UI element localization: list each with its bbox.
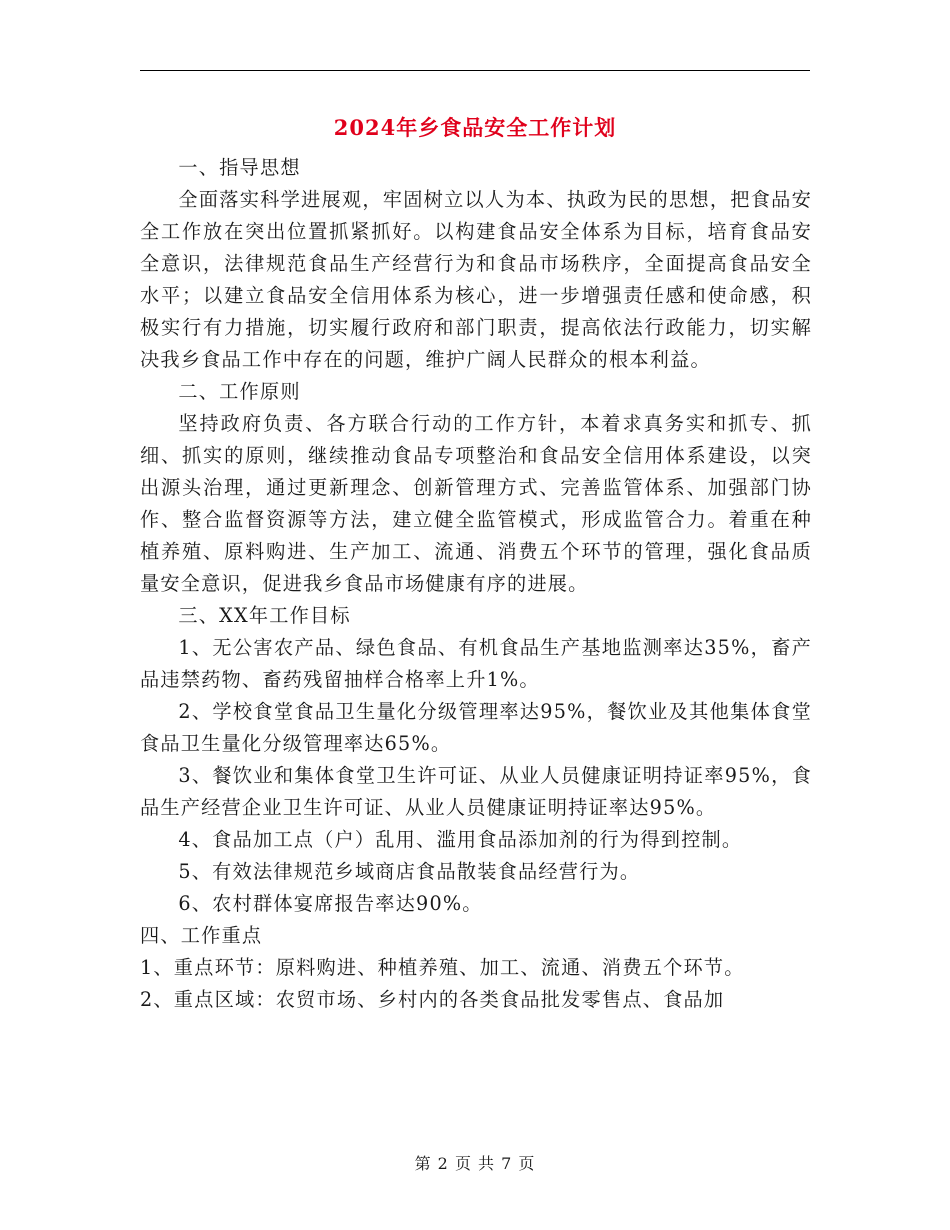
paragraph: 全面落实科学进展观，牢固树立以人为本、执政为民的思想，把食品安全工作放在突出位置抓紧抓好。以构建食品安全体系为目标，培育食品安全意识，法律规范食品生产经营行为和食品市场秩序，全面提高食品安全水平；以建立食品安全信用体系为核心，进一步增强责任感和使命感，积极实行有力措施，切实履行政府和部门职责，提高依法行政能力，切实解决我乡食品工作中存在的问题，维护广阔人民群众的根本利益。: [140, 188, 812, 371]
header-rule: [140, 70, 810, 71]
document-title: 2024年乡食品安全工作计划: [333, 115, 617, 140]
document-body: [140, 152, 812, 1016]
list-item: 1、无公害农产品、绿色食品、有机食品生产基地监测率达35%，畜产品违禁药物、畜药残留抽样合格率上升1%。: [140, 636, 812, 691]
section-heading-2: 二、工作原则: [178, 380, 301, 403]
paragraph: 坚持政府负责、各方联合行动的工作方针，本着求真务实和抓专、抓细、抓实的原则，继续推动食品专项整治和食品安全信用体系建设，以突出源头治理，通过更新理念、创新管理方式、完善监管体系、加强部门协作、整合监督资源等方法，建立健全监管模式，形成监管合力。着重在种植养殖、原料购进、生产加工、流通、消费五个环节的管理，强化食品质量安全意识，促进我乡食品市场健康有序的进展。: [140, 412, 812, 595]
list-item: 3、餐饮业和集体食堂卫生许可证、从业人员健康证明持证率95%，食品生产经营企业卫生许可证、从业人员健康证明持证率达95%。: [140, 764, 812, 819]
section-heading-3: 三、XX年工作目标: [178, 604, 351, 627]
list-item: 4、食品加工点（户）乱用、滥用食品添加剂的行为得到控制。: [178, 828, 743, 851]
section-heading-4: 四、工作重点: [140, 924, 263, 947]
list-item: 2、重点区域：农贸市场、乡村内的各类食品批发零售点、食品加: [140, 988, 725, 1011]
list-item: 2、学校食堂食品卫生量化分级管理率达95%，餐饮业及其他集体食堂食品卫生量化分级管理率达65%。: [140, 700, 812, 755]
list-item: 1、重点环节：原料购进、种植养殖、加工、流通、消费五个环节。: [140, 956, 745, 979]
section-heading-1: 一、指导思想: [178, 156, 301, 179]
list-item: 6、农村群体宴席报告率达90%。: [178, 892, 483, 915]
page-number: 第 2 页 共 7 页: [414, 1154, 536, 1173]
list-item: 5、有效法律规范乡域商店食品散装食品经营行为。: [178, 860, 641, 883]
